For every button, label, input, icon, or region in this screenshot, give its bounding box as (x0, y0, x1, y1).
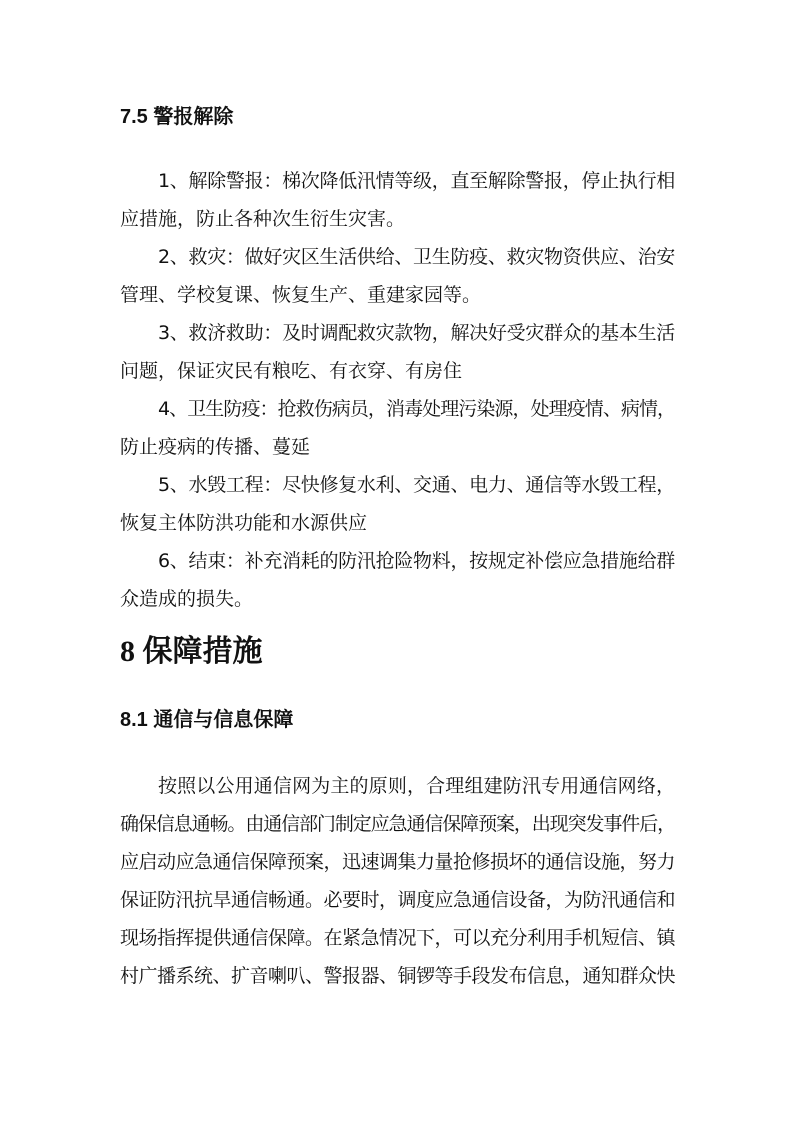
paragraph-line: 防止疫病的传播、蔓延 (120, 436, 311, 458)
paragraph-line: 3、救济救助：及时调配救灾款物，解决好受灾群众的基本生活 (158, 322, 675, 344)
chapter-heading-8: 8 保障措施 (120, 635, 263, 668)
paragraph-line: 6、结束：补充消耗的防汛抢险物料，按规定补偿应急措施给群 (158, 550, 675, 572)
paragraph-line: 应措施，防止各种次生衍生灾害。 (120, 208, 406, 230)
paragraph-line: 2、救灾：做好灾区生活供给、卫生防疫、救灾物资供应、治安 (158, 246, 675, 268)
paragraph-line: 应启动应急通信保障预案，迅速调集力量抢修损坏的通信设施，努力 (120, 851, 676, 873)
paragraph-line: 管理、学校复课、恢复生产、重建家园等。 (120, 284, 482, 306)
paragraph-line: 1、解除警报：梯次降低汛情等级，直至解除警报，停止执行相 (158, 170, 675, 192)
section-heading-7-5: 7.5 警报解除 (120, 106, 234, 128)
paragraph-line: 5、水毁工程：尽快修复水利、交通、电力、通信等水毁工程， (158, 474, 675, 496)
paragraph-line: 4、卫生防疫：抢救伤病员，消毒处理污染源，处理疫情、病情， (158, 398, 676, 420)
paragraph-line: 保证防汛抗旱通信畅通。必要时，调度应急通信设备，为防汛通信和 (120, 889, 676, 911)
paragraph-line: 恢复主体防洪功能和水源供应 (120, 512, 368, 534)
paragraph-line: 按照以公用通信网为主的原则，合理组建防汛专用通信网络， (158, 775, 675, 797)
paragraph-line: 众造成的损失。 (120, 588, 254, 610)
paragraph-line: 村广播系统、扩音喇叭、警报器、铜锣等手段发布信息，通知群众快 (120, 965, 676, 987)
paragraph-line: 确保信息通畅。由通信部门制定应急通信保障预案，出现突发事件后， (120, 813, 675, 835)
paragraph-line: 问题，保证灾民有粮吃、有衣穿、有房住 (120, 360, 463, 382)
section-heading-8-1: 8.1 通信与信息保障 (120, 709, 294, 731)
paragraph-line: 现场指挥提供通信保障。在紧急情况下，可以充分利用手机短信、镇 (120, 927, 676, 949)
